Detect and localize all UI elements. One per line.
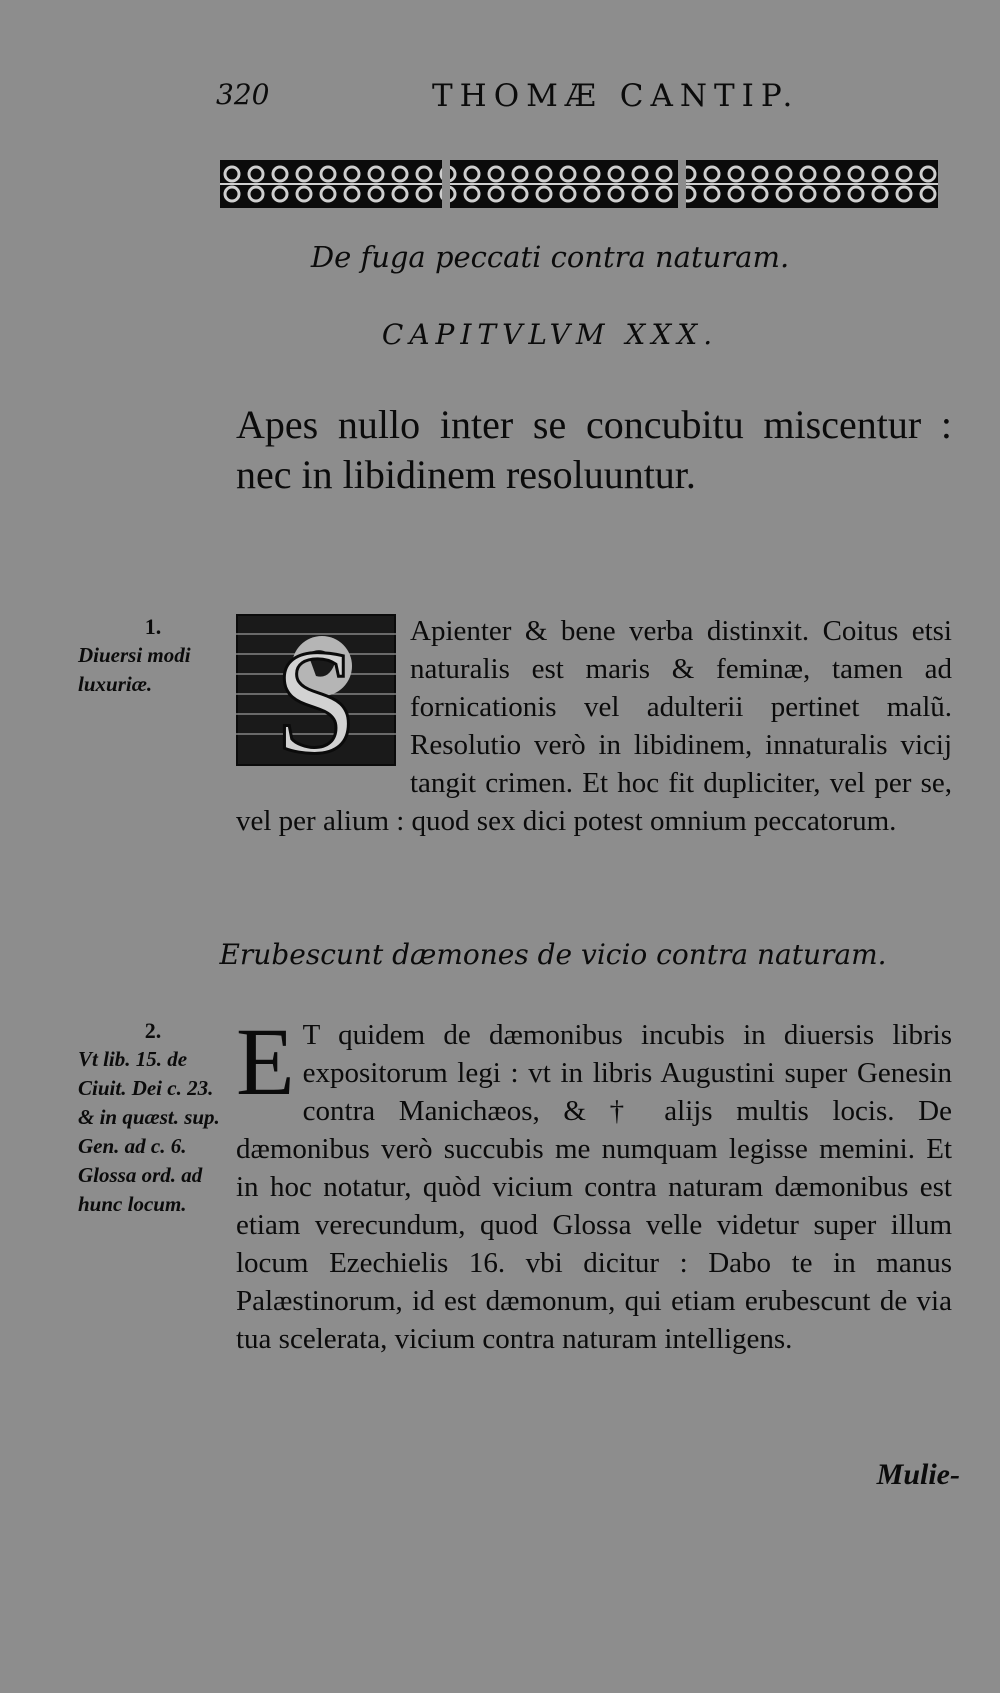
running-head	[216, 78, 952, 118]
section-subtitle: De fuga peccati contra naturam.	[310, 240, 790, 274]
paragraph-1-text: Apienter & bene verba distinxit. Coitus etsi naturalis est maris & feminæ, tamen ad fornicationis vel adulterii pertinet malũ. Resolutio verò in libidinem, innaturalis vicij tangit crimen. Et hoc fit dupliciter, vel per se, vel per alium : quod sex dici potest omnium peccatorum.	[236, 615, 952, 837]
catchword: Mulie-	[876, 1458, 960, 1491]
decorated-initial-s	[236, 614, 396, 766]
margin-note-2	[78, 1016, 228, 1219]
margin-note-number: 2.	[144, 1018, 162, 1043]
page-number: 320	[216, 78, 270, 111]
margin-note-number: 1.	[144, 614, 162, 639]
margin-note-1	[78, 612, 228, 699]
paragraph-2-text: T quidem de dæmonibus incubis in diuersis libris expositorum legi : vt in libris Augustini super Genesin contra Manichæos, & † alijs multis locis. De dæmonibus verò succubis me numquam legisse memini. Et in hoc notatur, quòd vicium contra naturam dæmonibus est etiam verecundum, quod Glossa velle videtur super illum locum Ezechielis 16. vbi dicitur : Dabo te in manus Palæstinorum, id est dæmonum, qui etiam erubescunt de via tua scelerata, vicium contra naturam intelligens.	[236, 1019, 952, 1355]
paragraph-1	[236, 612, 952, 840]
margin-note-text: Diuersi modi luxuriæ.	[78, 643, 191, 696]
margin-note-text: Vt lib. 15. de Ciuit. Dei c. 23. & in quæst. sup. Gen. ad c. 6. Glossa ord. ad hunc locum.	[78, 1047, 220, 1216]
running-title: THOMÆ CANTIP.	[432, 78, 800, 114]
paragraph-2	[236, 1008, 952, 1358]
ornament-band	[220, 160, 938, 208]
chapter-heading: Apes nullo inter se concubitu miscentur : nec in libidinem resoluuntur.	[236, 402, 952, 497]
chapter-title: CAPITVLVM XXX.	[381, 318, 719, 351]
section-subtitle-2: Erubescunt dæmones de vicio contra naturam.	[219, 938, 887, 971]
svg-text:S: S	[274, 619, 358, 766]
initial-e: E	[236, 1008, 295, 1115]
